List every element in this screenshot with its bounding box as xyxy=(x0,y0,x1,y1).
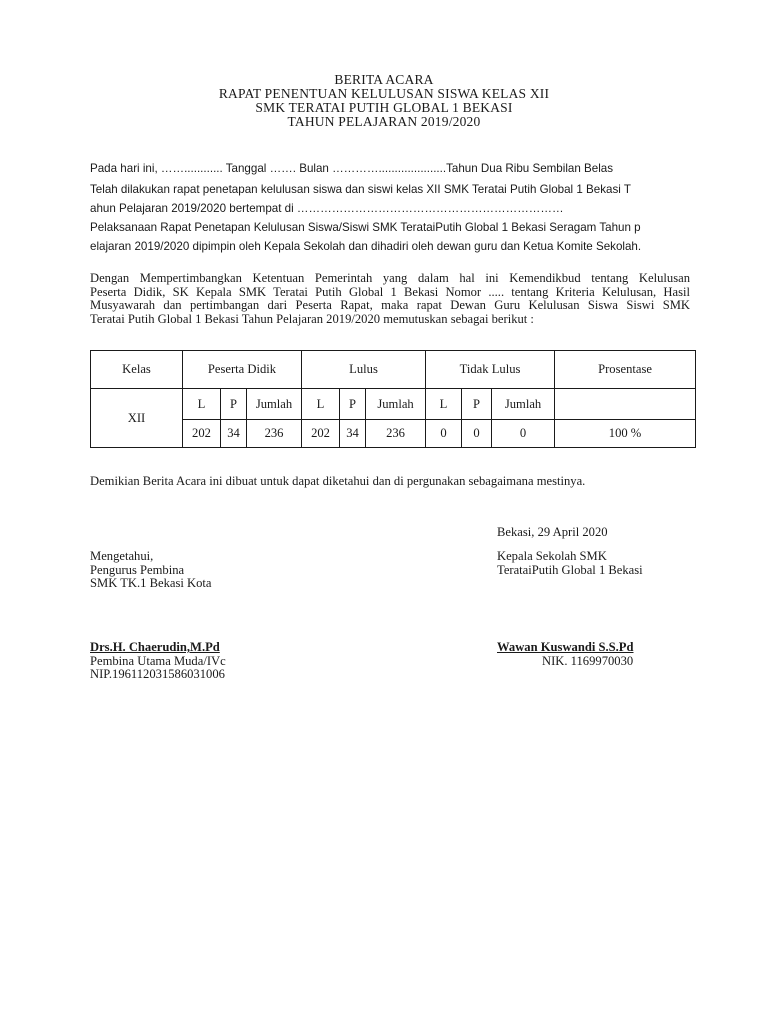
signature-left-line-3: SMK TK.1 Bekasi Kota xyxy=(90,576,212,590)
cell-lulus-l: 202 xyxy=(302,420,340,448)
header-kelas: Kelas xyxy=(91,351,183,389)
paragraph-pelaksanaan-line-1: Pelaksanaan Rapat Penetapan Kelulusan Siswa/Siswi SMK TerataiPutih Global 1 Bekasi Seragam Tahun p xyxy=(90,221,641,234)
paragraph-line: Teratai Putih Global 1 Bekasi Tahun Pelajaran 2019/2020 memutuskan sebagai berikut : xyxy=(90,311,534,326)
cell-peserta-l: 202 xyxy=(183,420,221,448)
cell-kelas: XII xyxy=(91,389,183,448)
signature-right-line-1: Kepala Sekolah SMK xyxy=(497,549,607,563)
signatory-left-name: Drs.H. Chaerudin,M.Pd xyxy=(90,640,220,654)
paragraph-line: Peserta Didik, SK Kepala SMK Teratai Putih Global 1 Bekasi Nomor ..... tentang Kriteria Kelulusan, Hasil xyxy=(90,284,690,299)
header-prosentase: Prosentase xyxy=(555,351,696,389)
results-table xyxy=(90,350,696,448)
cell-tidak-lulus-p: 0 xyxy=(462,420,492,448)
cell-peserta-jumlah: 236 xyxy=(247,420,302,448)
document-title xyxy=(0,73,768,129)
paragraph-pertimbangan xyxy=(90,272,690,326)
paragraph-hari: Pada hari ini, ……............ Tanggal ……. Bulan ………….....................Tahun Dua Ribu Sembilan Belas xyxy=(90,162,614,175)
signatory-right xyxy=(497,641,634,668)
table-header-row xyxy=(91,351,696,389)
title-line-2: RAPAT PENENTUAN KELULUSAN SISWA KELAS XII xyxy=(218,86,550,101)
paragraph-pelaksanaan-line-2: elajaran 2019/2020 dipimpin oleh Kepala Sekolah dan dihadiri oleh dewan guru dan Ketua Komite Sekolah. xyxy=(90,240,642,253)
cell-peserta-p: 34 xyxy=(221,420,247,448)
title-line-4: TAHUN PELAJARAN 2019/2020 xyxy=(287,114,481,129)
subheader-p: P xyxy=(462,389,492,420)
paragraph-telah-line-1: Telah dilakukan rapat penetapan kelulusan siswa dan siswi kelas XII SMK Teratai Putih Global 1 Bekasi T xyxy=(90,183,631,196)
signature-left-line-2: Pengurus Pembina xyxy=(90,562,185,577)
paragraph-line: Dengan Mempertimbangkan Ketentuan Pemerintah yang dalam hal ini Kemendikbud tentang Kelulusan xyxy=(90,271,690,285)
paragraph-line: Musyawarah dan pertimbangan dari Peserta Rapat, maka rapat Dewan Guru Kelulusan Siswa Siswi SMK xyxy=(90,298,690,312)
cell-tidak-lulus-l: 0 xyxy=(426,420,462,448)
cell-lulus-p: 34 xyxy=(340,420,366,448)
signatory-left-rank: Pembina Utama Muda/IVc xyxy=(90,653,226,668)
subheader-jumlah: Jumlah xyxy=(247,389,302,420)
subheader-p: P xyxy=(340,389,366,420)
subheader-p: P xyxy=(221,389,247,420)
signature-left-line-1: Mengetahui, xyxy=(90,549,154,563)
signatory-right-nik: NIK. 1169970030 xyxy=(542,653,634,668)
header-tidak-lulus: Tidak Lulus xyxy=(426,351,555,389)
cell-tidak-lulus-jumlah: 0 xyxy=(492,420,555,448)
signatory-right-name: Wawan Kuswandi S.S.Pd xyxy=(497,640,634,654)
signature-date: Bekasi, 29 April 2020 xyxy=(497,525,608,539)
subheader-l: L xyxy=(183,389,221,420)
signatory-left-nip: NIP.196112031586031006 xyxy=(90,667,225,681)
header-peserta-didik: Peserta Didik xyxy=(183,351,302,389)
table-subheader-row xyxy=(91,389,696,420)
signature-right-block xyxy=(497,550,643,577)
title-line-1: BERITA ACARA xyxy=(334,72,434,87)
cell-lulus-jumlah: 236 xyxy=(366,420,426,448)
signature-right-line-2: TerataiPutih Global 1 Bekasi xyxy=(497,562,643,577)
signature-left-block xyxy=(90,550,212,591)
subheader-l: L xyxy=(426,389,462,420)
cell-prosentase: 100 % xyxy=(555,420,696,448)
subheader-empty xyxy=(555,389,696,420)
header-lulus: Lulus xyxy=(302,351,426,389)
signatory-left xyxy=(90,641,226,682)
subheader-jumlah: Jumlah xyxy=(366,389,426,420)
closing-statement: Demikian Berita Acara ini dibuat untuk dapat diketahui dan di pergunakan sebagaimana mestinya. xyxy=(90,474,586,488)
subheader-jumlah: Jumlah xyxy=(492,389,555,420)
subheader-l: L xyxy=(302,389,340,420)
title-line-3: SMK TERATAI PUTIH GLOBAL 1 BEKASI xyxy=(255,100,513,115)
paragraph-telah-line-2: ahun Pelajaran 2019/2020 bertempat di …………………………………………………………… xyxy=(90,202,564,215)
